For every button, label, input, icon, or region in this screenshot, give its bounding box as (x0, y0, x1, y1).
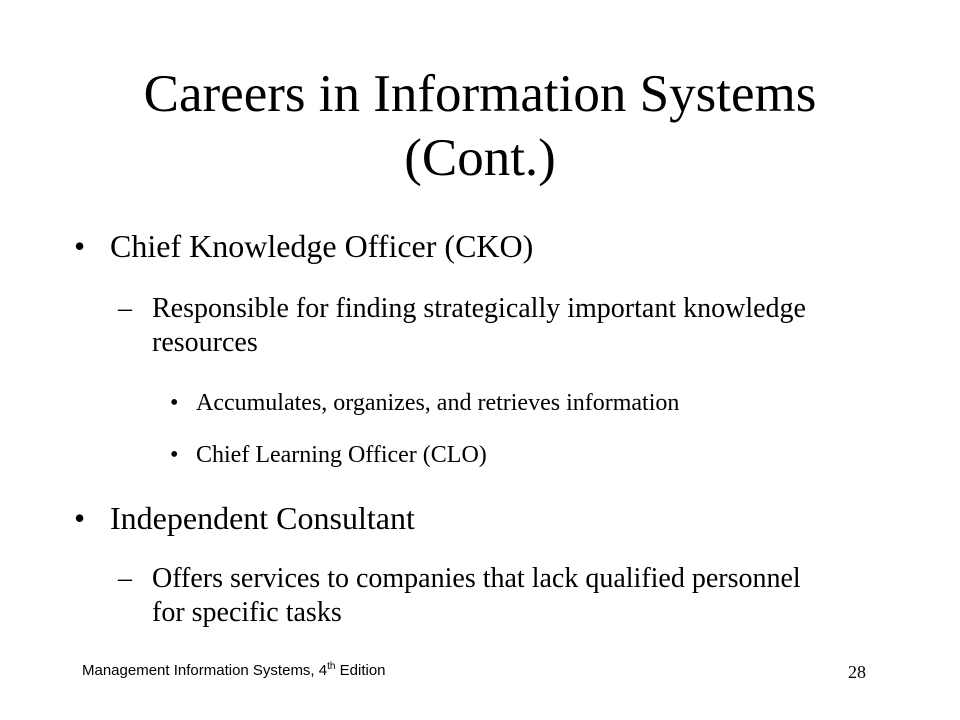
footer-book-title (82, 662, 386, 680)
bullet-marker: • (74, 500, 86, 536)
page-number: 28 (848, 662, 866, 682)
bullet-text: Chief Knowledge Officer (CKO) (110, 228, 534, 264)
slide-title-line-2: (Cont.) (404, 129, 556, 187)
sub-bullet-text: Offers services to companies that lack qualified personnel for specific tasks (152, 563, 801, 628)
sub-sub-bullet-text: Accumulates, organizes, and retrieves information (196, 390, 680, 416)
slide-title (60, 62, 900, 190)
sub-bullet-marker: – (118, 293, 132, 324)
footer-book-title-suffix: Edition (335, 662, 386, 679)
slide-title-line-1: Careers in Information Systems (143, 65, 817, 123)
sub-bullet-marker: – (118, 563, 132, 594)
sub-sub-bullet-marker: • (170, 390, 179, 416)
footer-book-title-prefix: Management Information Systems, 4 (82, 662, 328, 679)
sub-sub-bullet-text: Chief Learning Officer (CLO) (196, 442, 487, 468)
bullet-marker: • (74, 228, 86, 264)
bullet-text: Independent Consultant (110, 500, 415, 536)
sub-sub-bullet-marker: • (170, 442, 179, 468)
footer-edition-superscript: th (327, 661, 336, 672)
sub-bullet-text: Responsible for finding strategically important knowledge resources (152, 293, 806, 358)
